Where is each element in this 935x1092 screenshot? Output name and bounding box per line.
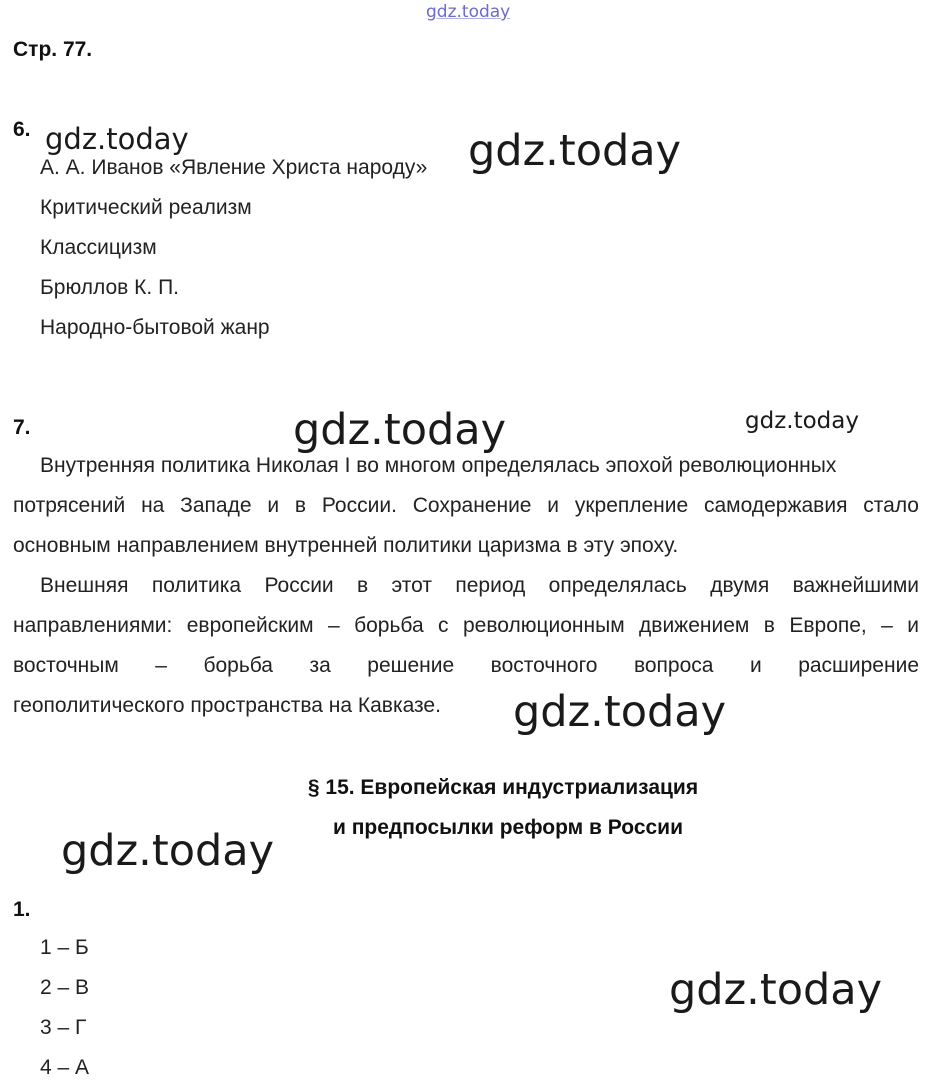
watermark-large-3: gdz.today (513, 687, 727, 737)
q6-answer-4: Брюллов К. П. (40, 276, 179, 299)
question-7-number: 7. (13, 416, 31, 439)
q6-answer-1: А. А. Иванов «Явление Христа народу» (40, 156, 428, 179)
watermark-large-4: gdz.today (61, 826, 275, 876)
watermark-top: gdz.today (426, 2, 511, 22)
q7-paragraph-2-line-3: восточным – борьба за решение восточного вопроса и расширение (13, 654, 919, 677)
q6-answer-2: Критический реализм (40, 196, 252, 219)
q6-answer-3: Классицизм (40, 236, 157, 259)
q6-answer-5: Народно-бытовой жанр (40, 316, 270, 339)
watermark-small-1: gdz.today (45, 122, 189, 156)
question-1-number: 1. (13, 898, 31, 921)
section-title-line-2: и предпосылки реформ в России (332, 816, 684, 839)
q7-paragraph-1-line-2: потрясений на Западе и в России. Сохранение и укрепление самодержавия стало (13, 494, 919, 517)
q1-answer-1: 1 – Б (40, 936, 89, 959)
page-reference: Стр. 77. (13, 38, 93, 61)
q1-answer-3: 3 – Г (40, 1016, 87, 1039)
q7-paragraph-2-line-2: направлениями: европейским – борьба с революционным движением в Европе, – и (13, 614, 919, 637)
section-title-line-1: § 15. Европейская индустриализация (307, 776, 699, 799)
watermark-large-2: gdz.today (293, 405, 507, 455)
watermark-small-2: gdz.today (745, 408, 859, 434)
q1-answer-2: 2 – В (40, 976, 90, 999)
watermark-large-5: gdz.today (669, 965, 883, 1015)
question-6-number: 6. (13, 118, 31, 141)
q7-p1-line1-text: Внутренняя политика Николая I во многом определялась эпохой революционных (40, 454, 837, 477)
q7-paragraph-2-line-1: Внешняя политика России в этот период определялась двумя важнейшими (40, 574, 919, 597)
q1-answer-4: 4 – А (40, 1056, 90, 1079)
q7-paragraph-1-line-3: основным направлением внутренней политики царизма в эту эпоху. (13, 534, 679, 557)
q7-paragraph-2-line-4: геополитического пространства на Кавказе. (13, 694, 441, 717)
watermark-large-1: gdz.today (468, 126, 682, 176)
